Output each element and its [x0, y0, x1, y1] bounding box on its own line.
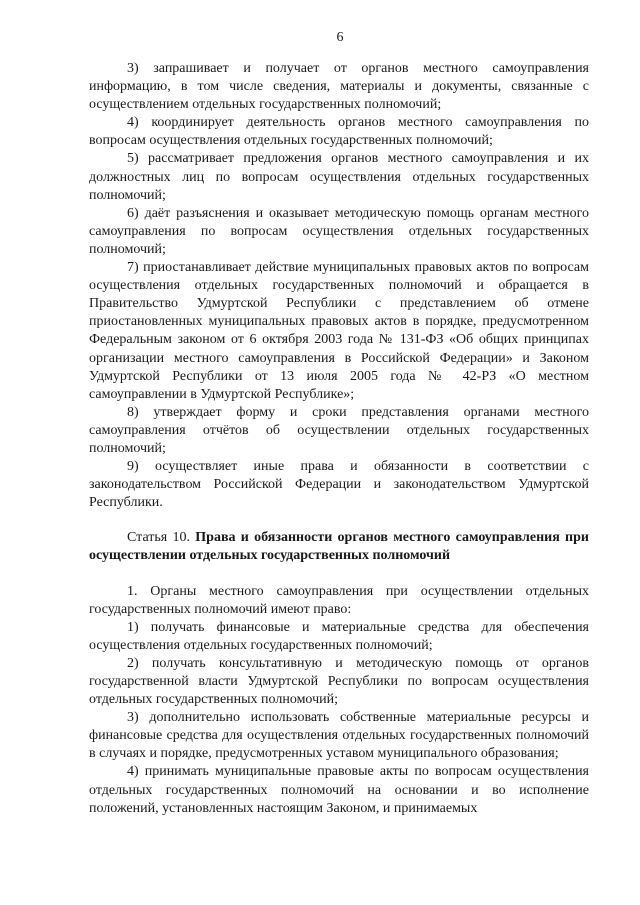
article-number: Статья 10. [127, 530, 196, 546]
list-item-9: 9) осуществляет иные права и обязанности в соответствии с законодательством Российской Федерации и законодательством Удмуртской Республики. [89, 459, 589, 511]
article-heading [89, 529, 589, 565]
right-item-2: 2) получать консультативную и методическую помощь от органов государственной власти Удмуртской Республики по вопросам осуществления отдельных государственных полномочий; [89, 655, 589, 708]
list-item-8: 8) утверждает форму и сроки представления органами местного самоуправления отчётов об осуществлении отдельных государственных полномочий; [89, 404, 589, 456]
clause-1-intro: 1. Органы местного самоуправления при осуществлении отдельных государственных полномочий имеют право: [89, 583, 589, 617]
list-item-3: 3) запрашивает и получает от органов местного самоуправления информацию, в том числе сведения, материалы и документы, связанные с осуществлением отдельных государственных полномочий; [89, 61, 589, 113]
list-item-6: 6) даёт разъяснения и оказывает методическую помощь органам местного самоуправления по вопросам осуществления отдельных государственных полномочий; [89, 205, 589, 257]
article-title: Права и обязанности органов местного самоуправления при осуществлении отдельных государственных полномочий [89, 530, 589, 564]
right-item-3: 3) дополнительно использовать собственные материальные ресурсы и финансовые средства для осуществления отдельных государственных полномочий в случаях и порядке, предусмотренных уставом муниципального образования; [89, 710, 589, 762]
right-item-1: 1) получать финансовые и материальные средства для обеспечения осуществления отдельных государственных полномочий; [89, 619, 589, 653]
list-item-5: 5) рассматривает предложения органов местного самоуправления и их должностных лиц по вопросам осуществления отдельных государственных полномочий; [89, 151, 589, 203]
right-item-4: 4) принимать муниципальные правовые акты по вопросам осуществления отдельных государственных полномочий на основании и во исполнение положений, установленных настоящим Законом, и принимаемых [89, 764, 589, 816]
document-body [89, 60, 589, 818]
list-item-7: 7) приостанавливает действие муниципальных правовых актов по вопросам осуществления отдельных государственных полномочий и обращается в Правительство Удмуртской Республики с представлением об отмене приостановленных муниципальных правовых актов в порядке, предусмотренном Федеральным законом от 6 октября 2003 года № 131-ФЗ «Об общих принципах организации местного самоуправления в Российской Федерации» и Законом Удмуртской Республики от 13 июля 2005 года № 42-РЗ «О местном самоуправлении в Удмуртской Республике»; [89, 260, 589, 402]
page-number: 6 [336, 30, 344, 45]
list-item-4: 4) координирует деятельность органов местного самоуправления по вопросам осуществления отдельных государственных полномочий; [89, 115, 589, 149]
